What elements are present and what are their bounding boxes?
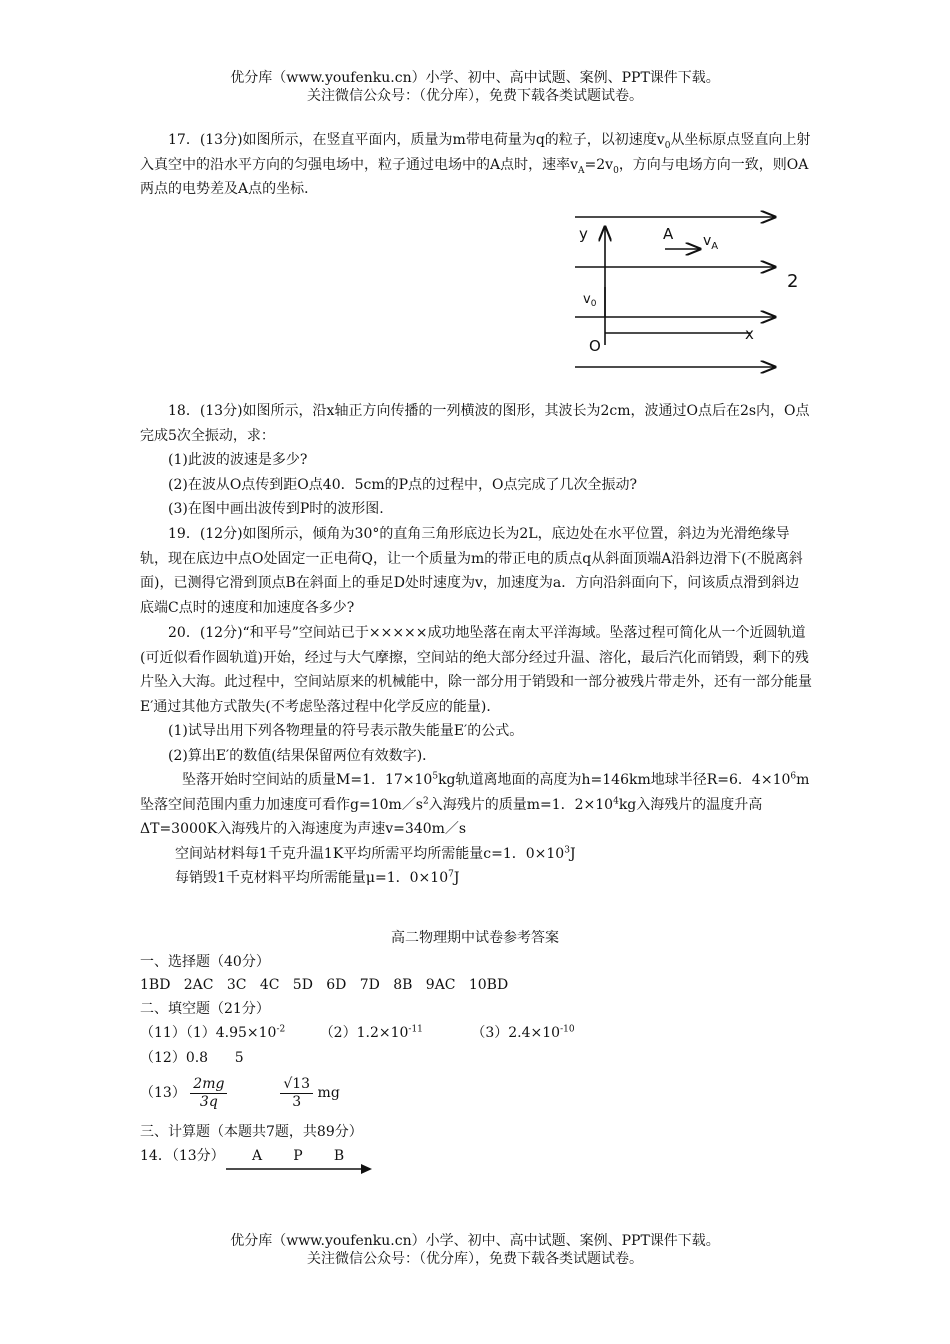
answer-13-fraction-2: $\frac{√13}{3}$ [280,1076,313,1111]
answer-11: $(11)(1)4.95\times 10^{-2}$ $(2)1.2\times 10^{-11}$ $(3)2.4\times 10^{-10}$ [140,1024,575,1041]
header-line-2: 关注微信公众号：（优分库），免费下载各类试题试卷。 [307,88,643,104]
q18-item-3: (3)在图中画出波传到P时的波形图. [168,501,384,517]
question-19: 19．(12分)如图所示，倾角为30°的直角三角形底边长为2L，底边处在水平位置，斜边为光滑绝缘导轨，现在底边中点O处固定一正电荷Q，让一个质量为m的带正电的质点q从斜面顶端A沿斜边滑下(不脱离斜面)，已测得它滑到顶点B在斜面上的垂足D处时速度为v，加速度为a．方向沿斜面向下，问该质点滑到斜边底端C点时的速度和加速度各多少? [140,526,803,616]
answer-13-fraction-1: $\frac{2mg}{3q}$ [190,1076,227,1111]
fig-label-o: O [589,337,601,355]
q20-data-c: 空间站材料每1千克升温1K平均所需平均所需能量c=1．$0\times 10^3J$ [175,844,576,862]
answers-section-3: 三、计算题（本题共7题，共89分） [140,1124,363,1140]
q17-text: 17．(13分)如图所示，在竖直平面内，质量为m带电荷量为q的粒子，以初速度$v_0$从坐标原点竖直向上射入真空中的沿水平方向的匀强电场中，粒子通过电场中的A点时，速率$v_A=2v_0$，方向与电场方向一致，则OA两点的电势差及A点的坐标． [140,132,811,197]
answer-14-points: A P B [252,1148,345,1164]
q20-data-block: 坠落开始时空间站的质量M=1．$17\times 10^5kg$轨道离地面的高度为h=146km地球半径R=6．$4\times 10^6m$坠落空间范围内重力加速度可看作$g=10m/s^2$入海残片的质量m=1．$2\times 10^4kg$入海残片的温度升高ΔT=3000K入海残片的入海速度为声速v=340m／s [140,771,810,837]
answers-title: 高二物理期中试卷参考答案 [391,930,559,946]
q20-text: 20．(12分)“和平号”空间站已于×××××成功地坠落在南太平洋海域。坠落过程可简化从一个近圆轨道(可近似看作圆轨道)开始，经过与大气摩擦，空间站的绝大部分经过升温、溶化，最后汽化而销毁，剩下的残片坠入大海。此过程中，空间站原来的机械能中，除一部分用于销毁和一部分被残片带走外，还有一部分能量E′通过其他方式散失(不考虑坠落过程中化学反应的能量)． [140,625,812,715]
footer-line-2: 关注微信公众号：（优分库），免费下载各类试题试卷。 [307,1251,643,1267]
q20-item-1: (1)试导出用下列各物理量的符号表示散失能量E′的公式。 [168,723,524,739]
question-18 [140,399,812,522]
q17-field-diagram [565,205,810,380]
answers-choices: 1BD 2AC 3C 4C 5D 6D 7D 8B 9AC 10BD [140,977,509,993]
q18-item-1: (1)此波的波速是多少? [168,452,308,468]
fig-label-x: x [745,325,754,343]
answers-section-1: 一、选择题（40分） [140,954,270,970]
answer-12: （12）0.8 5 [140,1050,244,1066]
fig-label-y: y [579,225,588,243]
answer-14-label: 14．（13分） [140,1148,225,1164]
q18-item-2: (2)在波从O点传到距O点40．5cm的P点的过程中，O点完成了几次全振动? [168,476,638,493]
question-17 [140,128,812,202]
q20-data-mu: 每销毁1千克材料平均所需能量μ=1．$0\times 10^7J$ [175,869,460,886]
question-20 [140,621,812,891]
q18-stem: 18．(13分)如图所示，沿x轴正方向传播的一列横波的图形，其波长为2cm，波通过O点后在2s内，O点完成5次全振动，求： [140,403,810,444]
header-line-1: 优分库（www.youfenku.cn）小学、初中、高中试题、案例、PPT课件下载。 [230,70,720,86]
fig-label-a: A [663,225,674,243]
answers-section-2: 二、填空题（21分） [140,1001,270,1017]
footer-line-1: 优分库（www.youfenku.cn）小学、初中、高中试题、案例、PPT课件下载。 [230,1233,720,1249]
fig-label-va: $v_A$ [703,233,719,252]
fig-label-v0: $v_0$ [583,292,597,309]
fig-label-2: 2 [787,271,799,292]
answer-13: （13） $\frac{2mg}{3q}$ $\frac{√13}{3}$ mg [140,1075,340,1110]
q20-item-2: (2)算出E′的数值(结果保留两位有效数字)． [168,747,437,764]
answer-14-arrow [226,1162,376,1176]
